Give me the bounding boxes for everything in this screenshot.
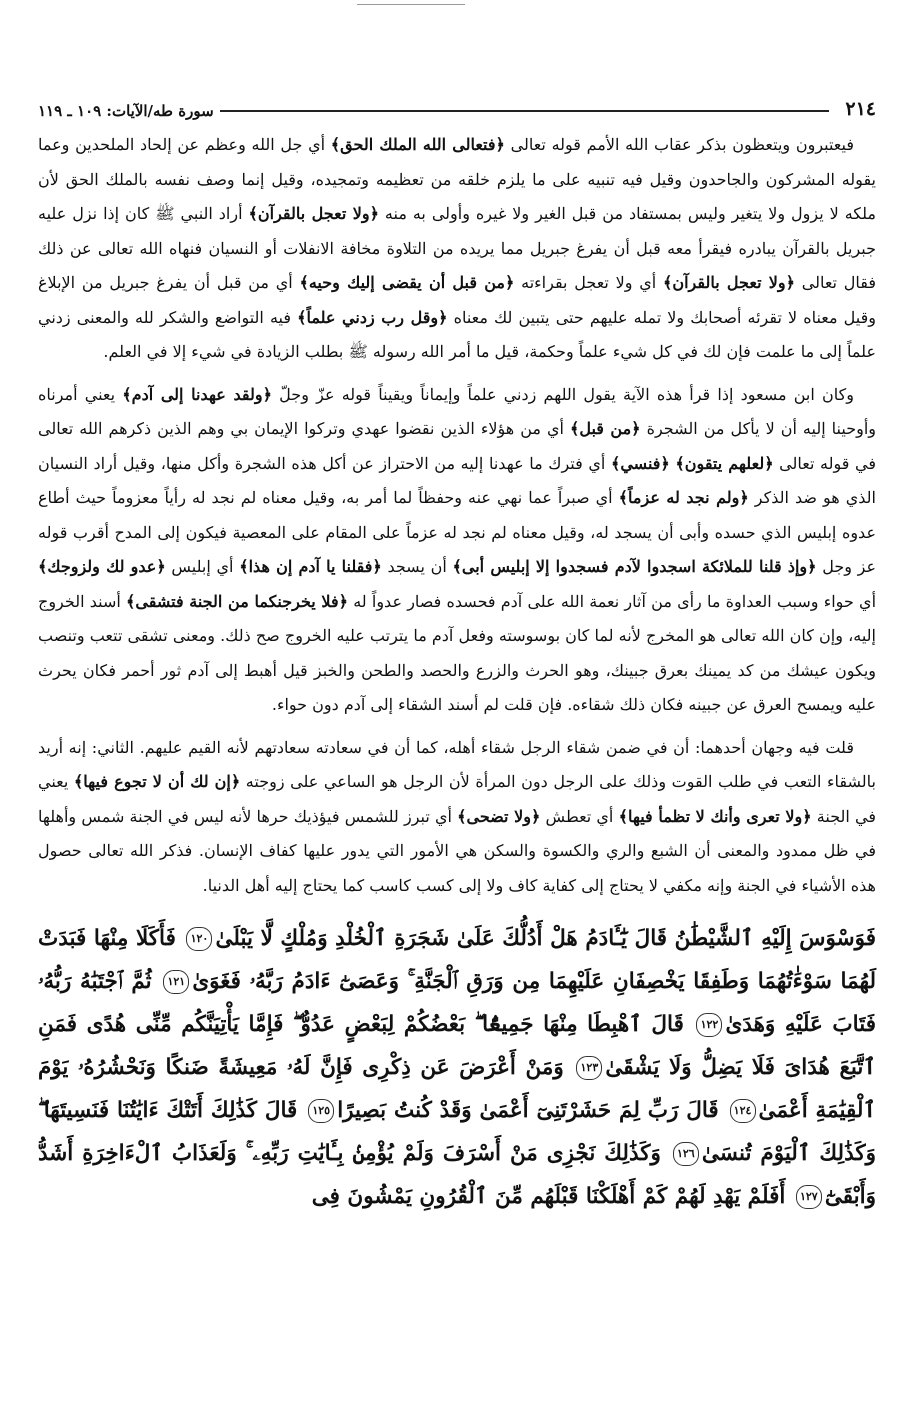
text-run: أي تعطش <box>540 806 619 826</box>
text-run: أي حواء وسبب العداوة ما رأى من آثار نعمة الله على آدم فحسده فصار عدواً له <box>348 591 877 611</box>
text-run: فيعتبرون ويتعظون بذكر عقاب الله الأمم قوله تعالى <box>504 135 855 154</box>
verse: وَمَنْ أَعْرَضَ عَن ذِكْرِى فَإِنَّ لَهُۥ مَعِيشَةً ضَنكًا وَنَحْشُرُهُۥ يَوْمَ ٱلْقِيَٰمَةِ أَعْمَىٰ <box>38 1055 877 1123</box>
quote-run: ﴿ولم نجد له عزماً﴾ <box>618 488 749 507</box>
page-header <box>38 90 876 120</box>
text-run: يعني في الجنة <box>38 772 877 826</box>
quote-run: ﴿عدو لك ولزوجك﴾ <box>38 557 166 576</box>
quote-run: ﴿فتعالى الله الملك الحق﴾ <box>330 135 505 154</box>
ayah-number: ١٢٧ <box>796 1185 822 1209</box>
quote-run: ﴿ولا تضحى﴾ <box>457 806 541 826</box>
text-run: أي جل الله وعظم عن إلحاد الملحدين وعما يقوله المشركون والجاحدون وقيل فيه تنبيه على ما يلزم خلقه من تعظيمه وتمجيده، وقيل إنما وصف نفسه بالملك الحق لأن ملكه لا يزول ولا يتغير وليس بمستفاد من قبل الغير ولا غيره وأولى به منه <box>38 135 877 223</box>
quote-run: ﴿ولا تعجل بالقرآن﴾ <box>662 273 795 292</box>
ayah-number: ١٢٦ <box>673 1142 699 1166</box>
verse: فَوَسْوَسَ إِلَيْهِ ٱلشَّيْطَٰنُ قَالَ يَٰٓـَٔادَمُ هَلْ أَدُلُّكَ عَلَىٰ شَجَرَةِ ٱلْخُلْدِ وَمُلْكٍ لَّا يَبْلَىٰ <box>215 926 876 951</box>
verse: قَالَ كَذَٰلِكَ أَتَتْكَ ءَايَٰتُنَا فَنَسِيتَهَا ۖ وَكَذَٰلِكَ ٱلْيَوْمَ تُنسَىٰ <box>38 1098 876 1166</box>
text-run: وكان ابن مسعود إذا قرأ هذه الآية يقول اللهم زدني علماً وإيماناً ويقيناً قوله عزّ وجلّ <box>271 384 854 404</box>
quote-run: ﴿إن لك أن لا تجوع فيها﴾ <box>73 772 241 791</box>
page-number: ٢١٤ <box>845 98 876 120</box>
quran-block <box>38 917 876 1218</box>
verse: وَكَذَٰلِكَ نَجْزِى مَنْ أَسْرَفَ وَلَمْ يُؤْمِنۢ بِـَٔايَٰتِ رَبِّهِۦ ۚ وَلَعَذَابُ ٱلْءَاخِرَةِ أَشَدُّ وَأَبْقَىٰٓ <box>38 1141 876 1209</box>
quote-run: ﴿وإذ قلنا للملائكة اسجدوا لآدم فسجدوا إلا إبليس أبى﴾ <box>452 557 817 576</box>
commentary-paragraph-3 <box>38 731 876 904</box>
text-run: أن يسجد <box>381 557 453 576</box>
commentary-paragraph-2 <box>38 378 876 723</box>
text-run: أسند الخروج إليه، وإن كان الله تعالى هو المخرج لأنه لما كان بوسوسته وفعل آدم ما يترتب عليه الخروج صح ذلك. ومعنى تشقى تتعب وتنصب ويكون عيشك من كد يمينك بعرق جبينك، وهو الحرث والزرع والحصد والطحن والخبز قيل أهبط إلى آدم ثور أحمر فكان يحرث عليه ويمسح العرق عن جبينه فكان ذلك شقاءه. فإن قلت لم أسند الشقاء إلى آدم دون حواء. <box>38 591 876 714</box>
quote-run: ﴿فلا يخرجنكما من الجنة فتشقى﴾ <box>126 591 349 611</box>
text-run: أي ولا تعجل بقراءته <box>514 273 663 292</box>
ayah-number: ١٢٠ <box>186 927 212 951</box>
text-run: أي من هؤلاء الذين نقضوا عهدي وتركوا الإيمان بي وهم الذين ذكرهم الله تعالى في قوله تعالى <box>38 419 877 473</box>
ayah-number: ١٢٥ <box>308 1099 334 1123</box>
ayah-number: ١٢٤ <box>730 1099 756 1123</box>
ayah-number: ١٢٣ <box>576 1056 602 1080</box>
text-run: أي فترك ما عهدنا إليه من الاحتراز عن أكل هذه الشجرة وأكل منها، وقيل أراد النسيان الذي هو ضد الذكر <box>38 453 876 507</box>
text-run: أي إبليس <box>165 557 240 576</box>
commentary <box>38 128 876 903</box>
quote-run: ﴿فقلنا يا آدم إن هذا﴾ <box>239 557 382 576</box>
text-run: أي تبرز للشمس فيؤذيك حرها لأنه ليس في الجنة شمس وأهلها في ظل ممدود والمعنى أن الشبع والري والكسوة والسكن هي الأمور التي يدور عليها كفاف الإنسان. فذكر الله تعالى حصول هذه الأشياء في الجنة وإنه مكفي لا يحتاج إلى كفاية كاف ولا إلى كسب كاسب كما يحتاج إليه أهل الدنيا. <box>38 806 876 895</box>
quote-run: ﴿ولا تعجل بالقرآن﴾ <box>248 204 379 223</box>
text-run: يعني أمرناه وأوحينا إليه أن لا يأكل من الشجرة <box>38 384 876 438</box>
text-run: قلت فيه وجهان أحدهما: أن في ضمن شقاء الرجل شقاء أهله، كما أن في سعادته سعادتهم لأنه القيم عليهم. الثاني: إنه أريد بالشقاء التعب في طلب القوت وذلك على الرجل دون المرأة لأن الرجل هو الساعي على زوجته <box>38 737 876 791</box>
verse: ثُمَّ ٱجْتَبَٰهُ رَبُّهُۥ فَتَابَ عَلَيْهِ وَهَدَىٰ <box>38 969 876 1037</box>
top-rule <box>357 4 465 5</box>
text-run: أراد النبي ﷺ كان إذا نزل عليه جبريل بالقرآن يبادره فيقرأ معه قبل أن يفرغ جبريل مما يريده من التلاوة مخافة الانفلات أو النسيان فنهاه الله تعالى عن ذلك فقال تعالى <box>38 204 877 292</box>
quote-run: ﴿فنسي﴾ <box>610 453 670 473</box>
quote-run: ﴿وقل رب زدني علماً﴾ <box>297 307 448 327</box>
ayah-number: ١٢٢ <box>696 1013 722 1037</box>
text-run: أي من قبل أن يفرغ جبريل من الإبلاغ وقيل معناه لا تقرئه أصحابك ولا تمله عليهم حتى يتبين لك معناه <box>38 273 876 327</box>
verse: قَالَ ٱهْبِطَا مِنْهَا جَمِيعًۢا ۖ بَعْضُكُمْ لِبَعْضٍ عَدُوٌّ ۖ فَإِمَّا يَأْتِيَنَّكُم مِّنِّى هُدًى فَمَنِ ٱتَّبَعَ هُدَاىَ فَلَا يَضِلُّ وَلَا يَشْقَىٰ <box>38 1012 876 1080</box>
header-rule <box>220 110 830 112</box>
verse: فَأَكَلَا مِنْهَا فَبَدَتْ لَهُمَا سَوْءَٰتُهُمَا وَطَفِقَا يَخْصِفَانِ عَلَيْهِمَا مِن وَرَقِ ٱلْجَنَّةِ ۚ وَعَصَىٰٓ ءَادَمُ رَبَّهُۥ فَغَوَىٰ <box>38 926 877 994</box>
quote-run: ﴿ولقد عهدنا إلى آدم﴾ <box>122 384 272 404</box>
quote-run: ﴿ولا تعرى وأنك لا تظمأ فيها﴾ <box>618 806 812 826</box>
text-run: أي صبراً عما نهي عنه وحفظاً لما أمر به، وقيل معناه لم نجد له رأياً معزوماً حيث أطاع عدوه إبليس الذي حسده وأبى أن يسجد له، وقيل معناه لم نجد له عزماً على المقام على المعصية فيكون إلى المدح أقرب قوله عز وجل <box>38 488 877 576</box>
quran-text <box>38 917 876 1218</box>
verse: قَالَ رَبِّ لِمَ حَشَرْتَنِىٓ أَعْمَىٰ وَقَدْ كُنتُ بَصِيرًا <box>337 1098 719 1123</box>
ayah-number: ١٢١ <box>163 970 189 994</box>
quote-run: ﴿لعلهم يتقون﴾ <box>675 453 774 473</box>
surah-title: سورة طه/الآيات: ١٠٩ ـ ١١٩ <box>38 102 214 120</box>
quote-run: ﴿من قبل أن يقضى إليك وحيه﴾ <box>299 273 515 292</box>
text-run: فيه التواضع والشكر لله والمعنى زدني علماً إلى ما علمت فإن لك في كل شيء علماً وحكمة، قيل ما أمر الله رسوله ﷺ بطلب الزيادة في شيء إلا في العلم. <box>38 307 876 361</box>
quote-run: ﴿من قبل﴾ <box>569 419 641 438</box>
commentary-paragraph-1 <box>38 128 876 370</box>
book-page <box>38 90 876 1390</box>
verse: أَفَلَمْ يَهْدِ لَهُمْ كَمْ أَهْلَكْنَا قَبْلَهُم مِّنَ ٱلْقُرُونِ يَمْشُونَ فِى <box>311 1184 786 1209</box>
